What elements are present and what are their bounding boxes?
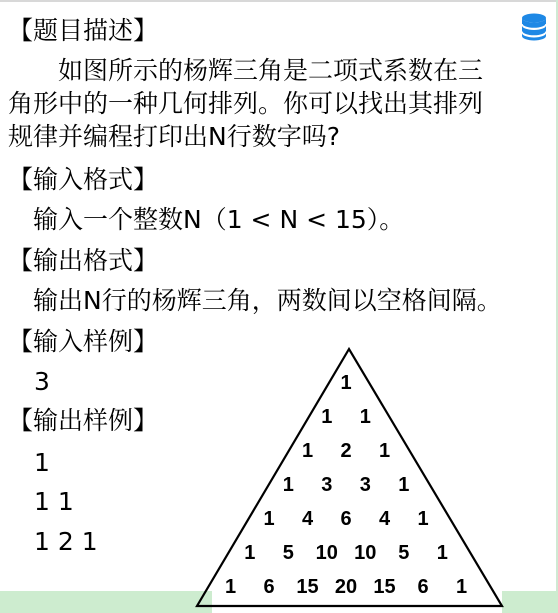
input-format-text: 输入一个整数N（1 < N < 15）。 — [8, 205, 405, 234]
triangle-number: 10 — [315, 542, 338, 564]
triangle-number: 1 — [455, 576, 468, 598]
output-format-text: 输出N行的杨辉三角，两数间以空格间隔。 — [8, 286, 502, 315]
sample-input-heading: 【输入样例】 — [8, 327, 159, 356]
triangle-number: 6 — [263, 576, 275, 598]
triangle-number: 1 — [398, 474, 410, 496]
triangle-number: 1 — [301, 440, 314, 462]
output-format-heading: 【输出格式】 — [8, 246, 159, 275]
triangle-number: 1 — [378, 440, 391, 462]
triangle-number: 4 — [301, 508, 314, 530]
triangle-number: 1 — [359, 406, 371, 428]
sample-input-line: 3 — [34, 367, 50, 396]
description-line: 规律并编程打印出N行数字吗? — [8, 122, 340, 151]
triangle-number: 1 — [282, 474, 294, 496]
triangle-number: 6 — [417, 576, 429, 598]
triangle-number: 1 — [244, 542, 256, 564]
triangle-number: 2 — [340, 440, 352, 462]
triangle-number: 15 — [296, 576, 319, 598]
triangle-number: 5 — [282, 542, 294, 564]
triangle-number: 1 — [263, 508, 275, 530]
input-format-heading: 【输入格式】 — [8, 165, 159, 194]
description-line: 如图所示的杨辉三角是二项式系数在三 — [8, 56, 484, 85]
sample-output-line: 1 — [34, 448, 50, 477]
triangle-number: 1 — [436, 542, 448, 564]
sample-output-line: 1 2 1 — [34, 527, 98, 556]
sample-output-line: 1 1 — [34, 487, 74, 516]
triangle-number: 1 — [417, 508, 429, 530]
triangle-number: 4 — [378, 508, 391, 530]
triangle-number: 3 — [359, 474, 371, 496]
triangle-number: 20 — [334, 576, 358, 598]
triangle-number: 1 — [340, 372, 352, 394]
triangle-number: 15 — [373, 576, 396, 598]
description-line: 角形中的一种几何排列。你可以找出其排列 — [8, 89, 484, 118]
triangle-number: 1 — [321, 406, 333, 428]
sample-output-heading: 【输出样例】 — [8, 406, 159, 435]
triangle-number: 1 — [224, 576, 237, 598]
triangle-number: 5 — [398, 542, 410, 564]
triangle-number: 3 — [321, 474, 333, 496]
triangle-number: 10 — [354, 542, 377, 564]
triangle-number: 6 — [340, 508, 352, 530]
description-heading: 【题目描述】 — [8, 16, 159, 45]
